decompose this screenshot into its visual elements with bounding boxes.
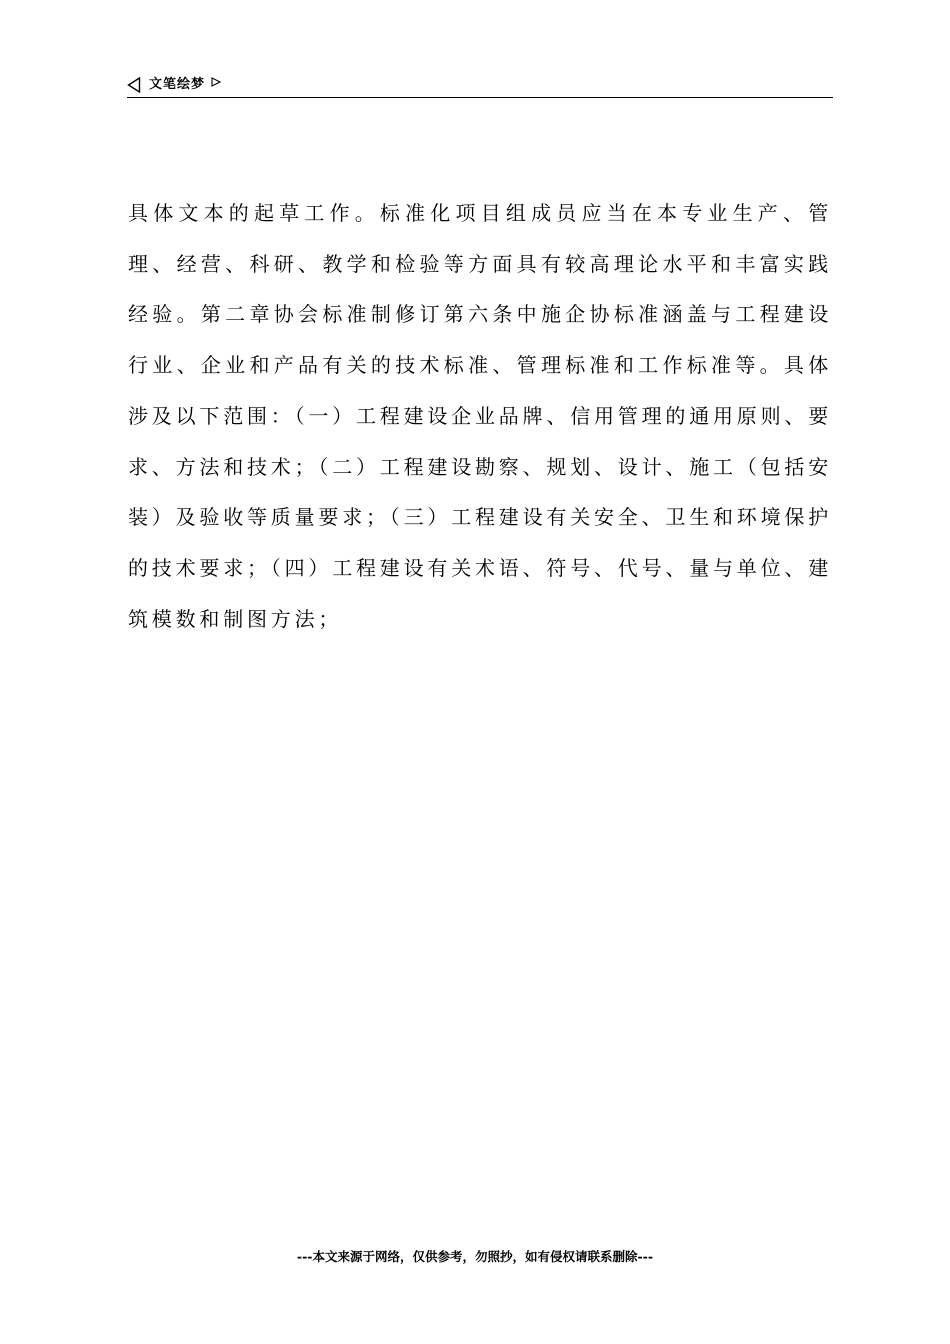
header-divider [127, 97, 833, 98]
footer-disclaimer: ---本文来源于网络，仅供参考，勿照抄，如有侵权请联系删除--- [296, 1249, 654, 1264]
page-header [127, 72, 833, 98]
triangle-right-icon [211, 77, 221, 87]
body-paragraph: 具体文本的起草工作。标准化项目组成员应当在本专业生产、管理、经营、科研、教学和检验等方面具有较高理论水平和丰富实践经验。第二章协会标准制修订第六条中施企协标准涵盖与工程建设行业、企业和产品有关的技术标准、管理标准和工作标准等。具体涉及以下范围：（一）工程建设企业品牌、信用管理的通用原则、要求、方法和技术；（二）工程建设勘察、规划、设计、施工（包括安装）及验收等质量要求；（三）工程建设有关安全、卫生和环境保护的技术要求；（四）工程建设有关术语、符号、代号、量与单位、建筑模数和制图方法； [128, 201, 832, 631]
header-title: 文笔绘梦 [149, 77, 206, 92]
triangle-left-icon [127, 77, 141, 93]
header-brand [127, 75, 221, 95]
